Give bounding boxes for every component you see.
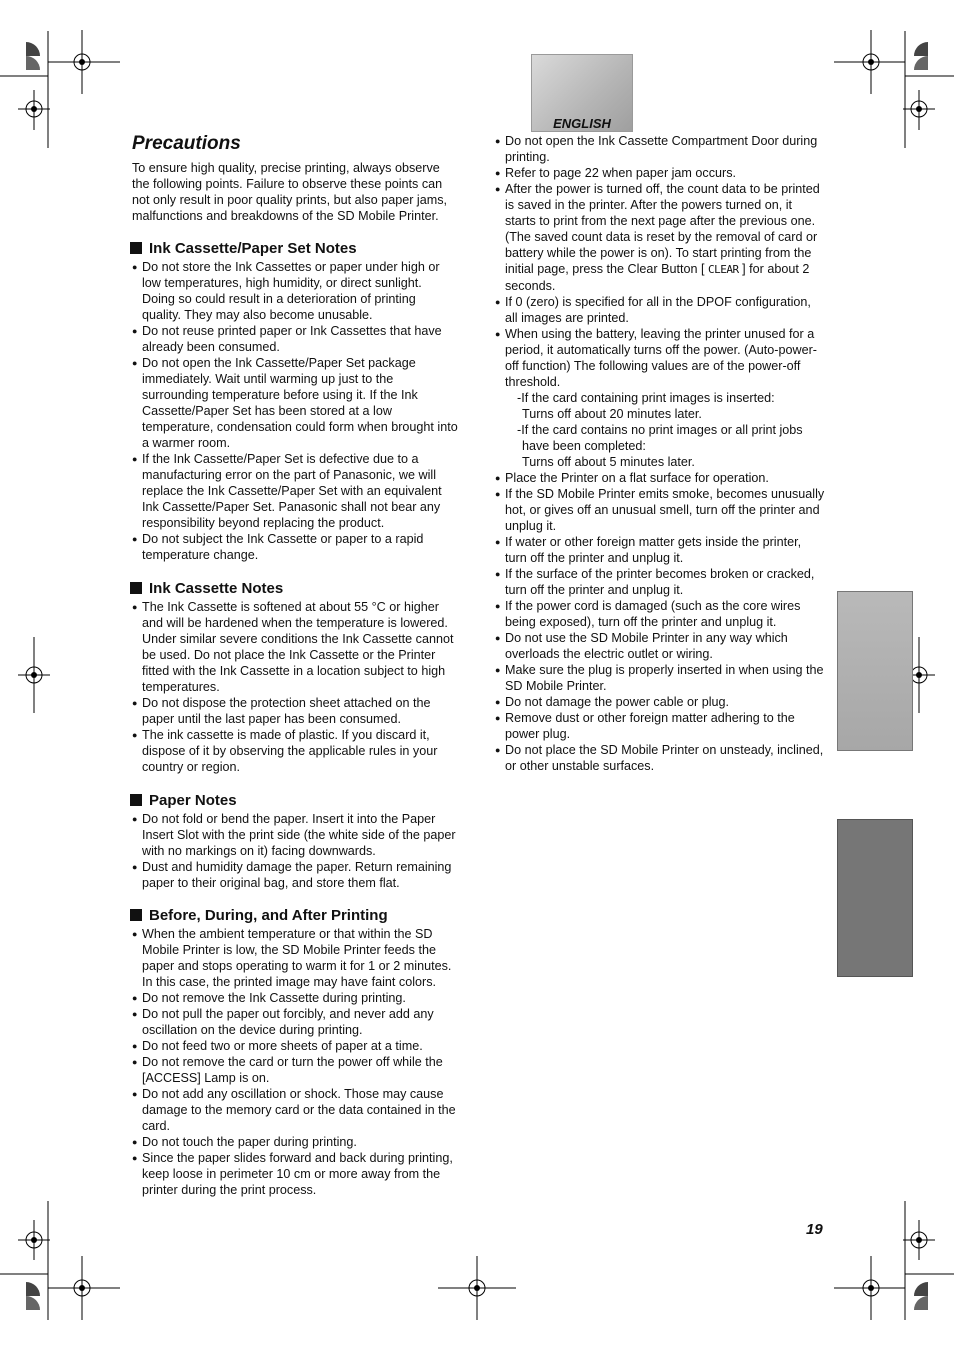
square-bullet-icon — [130, 794, 142, 806]
bullet-icon: ● — [132, 929, 138, 939]
list-item — [495, 694, 825, 710]
item-text: The Ink Cassette is softened at about 55 °C or higher and will be hardened when the temperature is lowered. Under similar severe conditions the Ink Cassette cannot be used. Do not place the Ink Cassette or the Printer fitted with the Ink Cassette in a location subject to high temperatures. — [142, 600, 454, 694]
sub-item: -If the card containing print images is inserted: — [517, 391, 775, 405]
list-item — [495, 566, 825, 598]
list-item — [495, 662, 825, 694]
bullet-icon: ● — [495, 537, 501, 547]
bullet-icon: ● — [132, 1153, 138, 1163]
list-item — [495, 133, 825, 165]
item-text: After the power is turned off, the count data to be printed is saved in the printer. After the powers turned on, it starts to print from the next page after the previous one. (The saved count data is reset by the removal of card or battery while the power is on). To start printing from the initial page, press the Clear Button [ — [505, 182, 820, 276]
bullet-icon: ● — [495, 713, 501, 723]
bullet-icon: ● — [132, 1041, 138, 1051]
item-text: Do not dispose the protection sheet attached on the paper until the last paper has been consumed. — [142, 696, 431, 726]
section-heading-printing — [130, 907, 388, 925]
bullet-icon: ● — [495, 329, 501, 339]
language-label: ENGLISH — [553, 116, 611, 131]
list-item — [495, 165, 825, 181]
list-item — [132, 323, 458, 355]
item-text: Do not place the SD Mobile Printer on unsteady, inclined, or other unstable surfaces. — [505, 743, 824, 773]
item-text: Remove dust or other foreign matter adhering to the power plug. — [505, 711, 795, 741]
list-item — [132, 259, 458, 323]
bullet-icon: ● — [495, 601, 501, 611]
item-text: Do not fold or bend the paper. Insert it into the Paper Insert Slot with the print side (the white side of the paper with no markings on it) facing downwards. — [142, 812, 456, 858]
sub-item: -If the card contains no print images or all print jobs — [517, 423, 803, 437]
list-item — [132, 727, 458, 775]
item-text: If water or other foreign matter gets inside the printer, turn off the printer and unplug it. — [505, 535, 802, 565]
section-heading-ink — [130, 580, 283, 598]
list-item-clear — [495, 181, 825, 294]
sub-item: Turns off about 5 minutes later. — [522, 455, 695, 469]
bullet-icon: ● — [132, 358, 138, 368]
list-ink — [132, 599, 458, 775]
item-text: If the surface of the printer becomes broken or cracked, turn off the printer and unplug it. — [505, 567, 815, 597]
list-item — [132, 695, 458, 727]
side-tab-dark — [837, 819, 913, 977]
list-item-battery — [495, 326, 825, 390]
clear-button-icon: CLEAR — [708, 263, 739, 276]
item-text: Do not use the SD Mobile Printer in any way which overloads the electric outlet or wiring. — [505, 631, 788, 661]
list-item — [132, 1038, 458, 1054]
bullet-icon: ● — [132, 534, 138, 544]
bullet-icon: ● — [132, 1057, 138, 1067]
list-item — [495, 630, 825, 662]
heading-text: Before, During, and After Printing — [149, 907, 388, 924]
item-text: Dust and humidity damage the paper. Return remaining paper to their original bag, and store them flat. — [142, 860, 452, 890]
bullet-icon: ● — [495, 297, 501, 307]
list-item — [132, 531, 458, 563]
item-text: Do not remove the Ink Cassette during printing. — [142, 991, 406, 1005]
item-text: The ink cassette is made of plastic. If you discard it, dispose of it by observing the applicable rules in your country or region. — [142, 728, 438, 774]
list-item — [495, 486, 825, 534]
bullet-icon: ● — [495, 665, 501, 675]
item-text: If 0 (zero) is specified for all in the DPOF configuration, all images are printed. — [505, 295, 811, 325]
section-heading-paper — [130, 792, 237, 810]
list-item — [132, 599, 458, 695]
list-item — [495, 710, 825, 742]
heading-text: Ink Cassette/Paper Set Notes — [149, 240, 357, 257]
language-tab — [531, 54, 633, 132]
item-text: When using the battery, leaving the printer unused for a period, it automatically turns off the power. (Auto-power-off function) The following values are of the power-off threshold. — [505, 327, 817, 389]
item-text: Do not store the Ink Cassettes or paper under high or low temperatures, high humidity, or direct sunlight. Doing so could result in a deterioration of printing quality. They may also become unusable. — [142, 260, 440, 322]
bullet-icon: ● — [132, 262, 138, 272]
item-text: Do not subject the Ink Cassette or paper to a rapid temperature change. — [142, 532, 424, 562]
item-text: Since the paper slides forward and back during printing, keep loose in perimeter 10 cm or more away from the printer during the print process. — [142, 1151, 453, 1197]
list-item — [132, 990, 458, 1006]
side-tab-light — [837, 591, 913, 751]
item-text: Refer to page 22 when paper jam occurs. — [505, 166, 737, 180]
item-text: Do not feed two or more sheets of paper at a time. — [142, 1039, 423, 1053]
list-item — [132, 1150, 458, 1198]
list-item — [132, 811, 458, 859]
bullet-icon: ● — [132, 862, 138, 872]
bullet-icon: ● — [132, 730, 138, 740]
list-item — [495, 742, 825, 774]
item-text: Make sure the plug is properly inserted in when using the SD Mobile Printer. — [505, 663, 824, 693]
item-text: Do not open the Ink Cassette/Paper Set package immediately. Wait until warming up just to the surrounding temperature before using it. If the Ink Cassette/Paper Set has been stored at a low temperature, condensation could form when brought into a warmer room. — [142, 356, 458, 450]
list-item — [132, 926, 458, 990]
bullet-icon: ● — [132, 698, 138, 708]
bullet-icon: ● — [132, 454, 138, 464]
item-text: Do not add any oscillation or shock. Those may cause damage to the memory card or the data contained in the card. — [142, 1087, 456, 1133]
item-text: Do not pull the paper out forcibly, and never add any oscillation on the device during printing. — [142, 1007, 434, 1037]
item-text: If the SD Mobile Printer emits smoke, becomes unusually hot, or gives off an unusual smell, turn off the printer and unplug it. — [505, 487, 825, 533]
bullet-icon: ● — [132, 602, 138, 612]
bullet-icon: ● — [132, 814, 138, 824]
intro-paragraph: To ensure high quality, precise printing, always observe the following points. Failure to observe these points can not only result in poor quality prints, but also paper jams, malfunctions and breakdowns of the SD Mobile Printer. — [132, 161, 448, 223]
list-item — [132, 1134, 458, 1150]
list-item — [495, 534, 825, 566]
square-bullet-icon — [130, 909, 142, 921]
bullet-icon: ● — [495, 633, 501, 643]
list-item — [132, 859, 458, 891]
heading-text: Paper Notes — [149, 792, 237, 809]
list-item — [495, 294, 825, 326]
bullet-icon: ● — [495, 697, 501, 707]
bullet-icon: ● — [495, 569, 501, 579]
bullet-icon: ● — [132, 1137, 138, 1147]
bullet-icon: ● — [495, 489, 501, 499]
page-number: 19 — [806, 1221, 823, 1238]
item-text: When the ambient temperature or that within the SD Mobile Printer is low, the SD Mobile Printer feeds the paper and stops operating to warm it for 1 or 2 minutes. In this case, the printed image may have faint colors. — [142, 927, 452, 989]
page-title: Precautions — [132, 133, 241, 154]
sub-item: have been completed: — [522, 439, 646, 453]
list-paper — [132, 811, 458, 891]
item-text: Do not reuse printed paper or Ink Cassettes that have already been consumed. — [142, 324, 442, 354]
item-text: Do not remove the card or turn the power off while the [ACCESS] Lamp is on. — [142, 1055, 443, 1085]
list-printing — [132, 926, 458, 1198]
bullet-icon: ● — [495, 168, 501, 178]
bullet-icon: ● — [495, 184, 501, 194]
list-ink-paper — [132, 259, 458, 563]
item-text: If the Ink Cassette/Paper Set is defective due to a manufacturing error on the part of Panasonic, we will replace the Ink Cassette/Paper Set with an equivalent Ink Cassette/Paper Set. Panasonic shall not bear any responsibility beyond replacing the product. — [142, 452, 442, 530]
bullet-icon: ● — [495, 745, 501, 755]
item-text: If the power cord is damaged (such as the core wires being exposed), turn off the printer and unplug it. — [505, 599, 801, 629]
section-heading-ink-paper — [130, 240, 357, 258]
bullet-icon: ● — [495, 136, 501, 146]
bullet-icon: ● — [132, 326, 138, 336]
list-item — [132, 1054, 458, 1086]
list-item — [495, 598, 825, 630]
list-item — [132, 451, 458, 531]
sub-item: Turns off about 20 minutes later. — [522, 407, 702, 421]
item-text: Do not damage the power cable or plug. — [505, 695, 730, 709]
item-text: ] for about 2 seconds. — [505, 262, 810, 293]
bullet-icon: ● — [132, 1089, 138, 1099]
square-bullet-icon — [130, 242, 142, 254]
right-column — [495, 133, 825, 774]
item-text: Place the Printer on a flat surface for operation. — [505, 471, 769, 485]
list-item — [495, 470, 825, 486]
bullet-icon: ● — [132, 1009, 138, 1019]
item-text: Do not open the Ink Cassette Compartment Door during printing. — [505, 134, 818, 164]
bullet-icon: ● — [495, 473, 501, 483]
square-bullet-icon — [130, 582, 142, 594]
heading-text: Ink Cassette Notes — [149, 580, 284, 597]
list-item — [132, 1006, 458, 1038]
list-item — [132, 355, 458, 451]
item-text: Do not touch the paper during printing. — [142, 1135, 357, 1149]
list-item — [132, 1086, 458, 1134]
bullet-icon: ● — [132, 993, 138, 1003]
